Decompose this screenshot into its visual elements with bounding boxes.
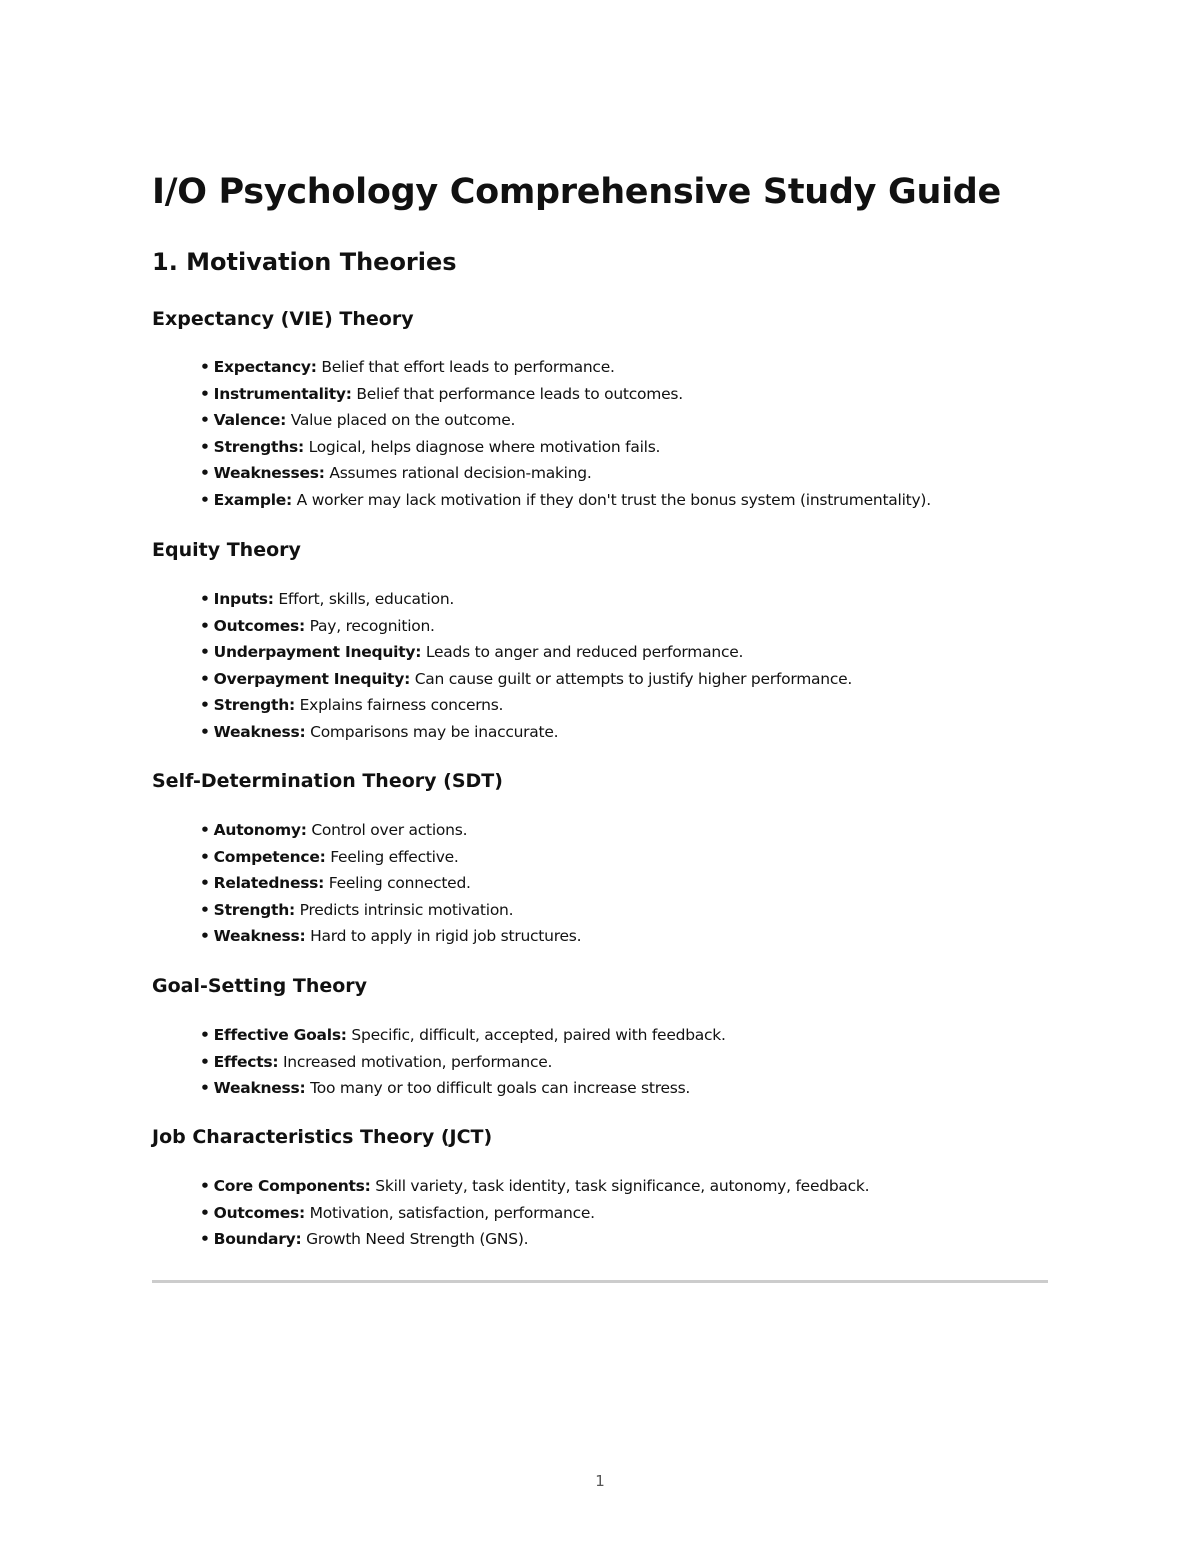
bullet-text: Increased motivation, performance. (278, 1052, 553, 1071)
bullet-text: Feeling effective. (325, 847, 459, 866)
bullet-text: Value placed on the outcome. (286, 411, 516, 429)
list-item (200, 407, 931, 434)
bullet-list (152, 586, 852, 745)
list-item (200, 692, 852, 719)
bullet-term: Weaknesses: (213, 464, 325, 482)
bullet-term: Weakness: (213, 1079, 306, 1097)
bullet-icon: • (200, 696, 210, 714)
bullet-icon: • (200, 1177, 210, 1195)
bullet-icon: • (200, 616, 210, 635)
list-item (200, 1226, 869, 1253)
bullet-term: Example: (213, 490, 292, 509)
bullet-term: Outcomes: (213, 616, 305, 635)
list-item (200, 354, 931, 381)
bullet-list (152, 354, 931, 513)
bullet-text: Comparisons may be inaccurate. (305, 722, 559, 741)
subsection-title: Job Characteristics Theory (JCT) (152, 1126, 493, 1148)
bullet-icon: • (200, 1079, 210, 1097)
list-item (200, 897, 581, 924)
list-item (200, 870, 581, 897)
bullet-icon: • (200, 1026, 210, 1044)
list-item (200, 817, 581, 844)
bullet-text: Belief that performance leads to outcomes. (351, 384, 683, 403)
bullet-icon: • (200, 1230, 210, 1248)
subsection-goal-setting-theory (152, 973, 1048, 1097)
bullet-term: Weakness: (213, 722, 306, 741)
bullet-text: Predicts intrinsic motivation. (294, 900, 514, 919)
bullet-term: Expectancy: (213, 358, 317, 376)
bullet-text: Specific, difficult, accepted, paired with feedback. (346, 1026, 726, 1044)
page-number: 1 (595, 1472, 605, 1490)
bullet-list (152, 817, 581, 950)
bullet-term: Strengths: (213, 437, 304, 456)
bullet-list (152, 1022, 726, 1102)
bullet-icon: • (200, 874, 210, 892)
list-item (200, 719, 852, 746)
bullet-term: Effects: (213, 1052, 279, 1071)
list-item (200, 1173, 869, 1200)
list-item (200, 1200, 869, 1227)
bullet-text: Motivation, satisfaction, performance. (304, 1203, 595, 1222)
bullet-text: Explains fairness concerns. (294, 696, 504, 714)
bullet-term: Strength: (213, 900, 295, 919)
bullet-icon: • (200, 821, 210, 839)
bullet-text: Pay, recognition. (304, 616, 435, 635)
list-item (200, 1049, 726, 1076)
list-item (200, 1022, 726, 1049)
bullet-term: Competence: (213, 847, 326, 866)
bullet-list (152, 1173, 869, 1253)
bullet-term: Underpayment Inequity: (213, 643, 422, 661)
bullet-term: Outcomes: (213, 1203, 305, 1222)
list-item (200, 639, 852, 666)
bullet-icon: • (200, 900, 210, 919)
list-item (200, 586, 852, 613)
bullet-term: Relatedness: (213, 874, 325, 892)
bullet-text: Growth Need Strength (GNS). (301, 1230, 529, 1248)
bullet-icon: • (200, 669, 210, 688)
document-title: I/O Psychology Comprehensive Study Guide (152, 172, 1001, 212)
list-item (200, 460, 931, 487)
bullet-text: Hard to apply in rigid job structures. (305, 927, 582, 945)
list-item (200, 844, 581, 871)
bullet-icon: • (200, 643, 210, 661)
bullet-text: Leads to anger and reduced performance. (421, 643, 744, 661)
subsection-equity-theory (152, 537, 1048, 741)
subsection-title: Goal-Setting Theory (152, 975, 368, 997)
bullet-icon: • (200, 358, 210, 376)
list-item (200, 381, 931, 408)
bullet-icon: • (200, 1203, 210, 1222)
bullet-icon: • (200, 1052, 210, 1071)
subsection-job-characteristics-theory (152, 1124, 1048, 1248)
bullet-icon: • (200, 847, 210, 866)
bullet-term: Autonomy: (213, 821, 307, 839)
horizontal-divider (152, 1280, 1048, 1283)
subsection-title: Expectancy (VIE) Theory (152, 308, 414, 330)
bullet-icon: • (200, 411, 210, 429)
bullet-term: Instrumentality: (213, 384, 352, 403)
subsection-self-determination-theory (152, 768, 1048, 945)
bullet-term: Boundary: (213, 1230, 302, 1248)
bullet-icon: • (200, 490, 210, 509)
bullet-icon: • (200, 384, 210, 403)
bullet-text: Skill variety, task identity, task significance, autonomy, feedback. (370, 1177, 870, 1195)
bullet-term: Effective Goals: (213, 1026, 347, 1044)
bullet-term: Core Components: (213, 1177, 371, 1195)
bullet-text: Effort, skills, education. (273, 590, 455, 608)
list-item (200, 487, 931, 514)
bullet-text: A worker may lack motivation if they don't trust the bonus system (instrumentality). (292, 490, 931, 509)
bullet-term: Overpayment Inequity: (213, 669, 411, 688)
subsection-title: Self-Determination Theory (SDT) (152, 770, 503, 792)
bullet-term: Weakness: (213, 927, 306, 945)
bullet-text: Logical, helps diagnose where motivation fails. (303, 437, 661, 456)
list-item (200, 613, 852, 640)
bullet-icon: • (200, 437, 210, 456)
subsection-title: Equity Theory (152, 539, 301, 561)
bullet-text: Belief that effort leads to performance. (316, 358, 615, 376)
bullet-term: Strength: (213, 696, 295, 714)
bullet-text: Control over actions. (306, 821, 468, 839)
bullet-text: Can cause guilt or attempts to justify higher performance. (410, 669, 853, 688)
bullet-text: Feeling connected. (324, 874, 471, 892)
bullet-icon: • (200, 722, 210, 741)
bullet-term: Valence: (213, 411, 287, 429)
bullet-text: Assumes rational decision-making. (324, 464, 592, 482)
list-item (200, 923, 581, 950)
section-title: 1. Motivation Theories (152, 248, 457, 276)
bullet-icon: • (200, 927, 210, 945)
bullet-term: Inputs: (213, 590, 274, 608)
bullet-icon: • (200, 590, 210, 608)
list-item (200, 434, 931, 461)
list-item (200, 666, 852, 693)
bullet-icon: • (200, 464, 210, 482)
subsection-expectancy-theory (152, 306, 1048, 509)
list-item (200, 1075, 726, 1102)
bullet-text: Too many or too difficult goals can increase stress. (305, 1079, 691, 1097)
